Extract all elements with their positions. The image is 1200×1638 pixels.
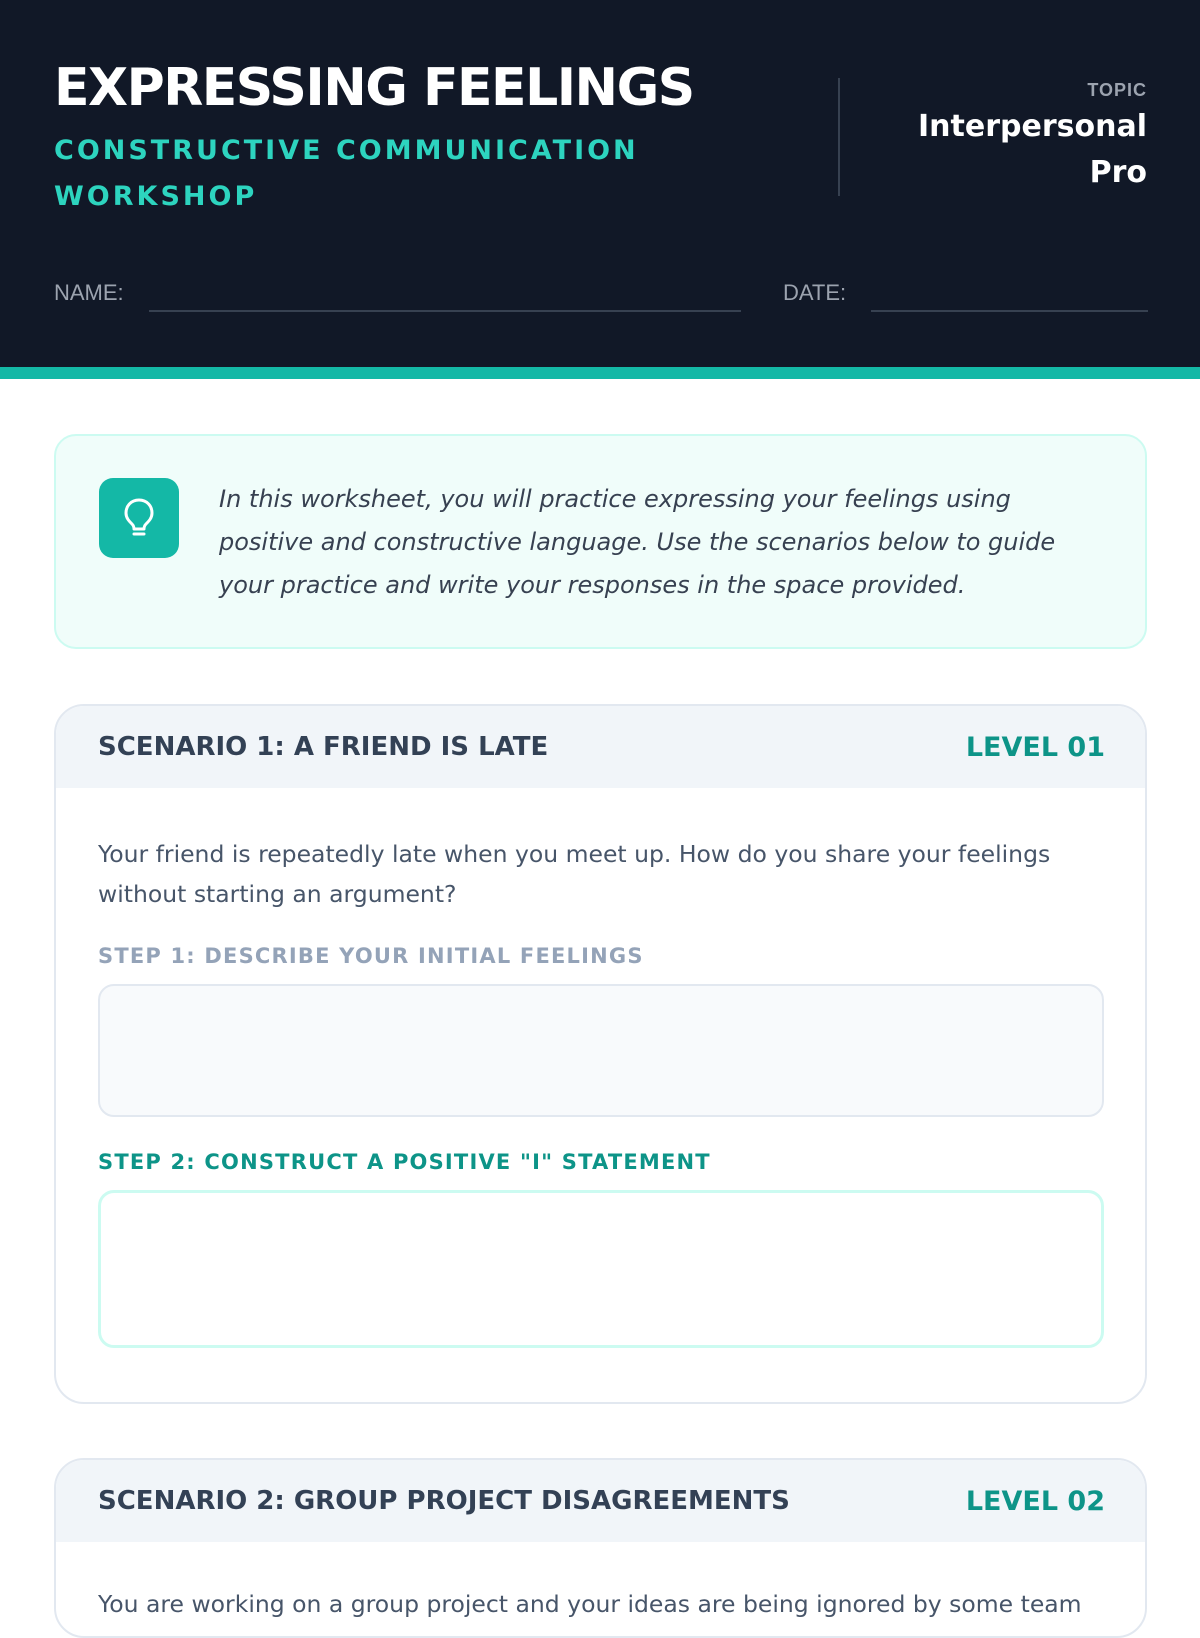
lightbulb-icon: [99, 478, 179, 558]
scenario-header: [56, 1460, 1145, 1542]
step2-answer-box[interactable]: [98, 1190, 1104, 1348]
step1-label: STEP 1: DESCRIBE YOUR INITIAL FEELINGS: [98, 944, 644, 968]
intro-callout: [54, 434, 1147, 649]
step1-answer-box[interactable]: [98, 984, 1104, 1117]
date-field[interactable]: [871, 310, 1148, 312]
scenario-header: [56, 706, 1145, 788]
topic-value: Interpersonal Pro: [918, 109, 1147, 190]
worksheet-header: [0, 0, 1200, 368]
scenario-description: You are working on a group project and your ideas are being ignored by some team: [98, 1590, 1082, 1618]
topic-label: TOPIC: [1087, 80, 1147, 100]
date-label: DATE:: [783, 280, 847, 305]
scenario-card-2: [54, 1458, 1147, 1638]
scenario-level-badge: LEVEL 01: [965, 732, 1105, 763]
step2-label: STEP 2: CONSTRUCT A POSITIVE "I" STATEMENT: [98, 1150, 711, 1174]
header-divider: [838, 78, 840, 196]
page-subtitle: CONSTRUCTIVE COMMUNICATION WORKSHOP: [54, 135, 639, 212]
name-label: NAME:: [54, 280, 124, 305]
header-accent-bar: [0, 367, 1200, 379]
page-title: EXPRESSING FEELINGS: [54, 58, 694, 118]
name-field[interactable]: [149, 310, 741, 312]
scenario-level-badge: LEVEL 02: [965, 1486, 1105, 1517]
scenario-description: Your friend is repeatedly late when you meet up. How do you share your feelings without starting an argument?: [98, 840, 1051, 908]
intro-text: In this worksheet, you will practice expressing your feelings using positive and constructive language. Use the scenarios below to guide your practice and write your responses in the space provided.: [219, 485, 1056, 599]
scenario-title: SCENARIO 2: GROUP PROJECT DISAGREEMENTS: [98, 1486, 790, 1516]
scenario-title: SCENARIO 1: A FRIEND IS LATE: [98, 732, 549, 762]
scenario-card-1: [54, 704, 1147, 1404]
